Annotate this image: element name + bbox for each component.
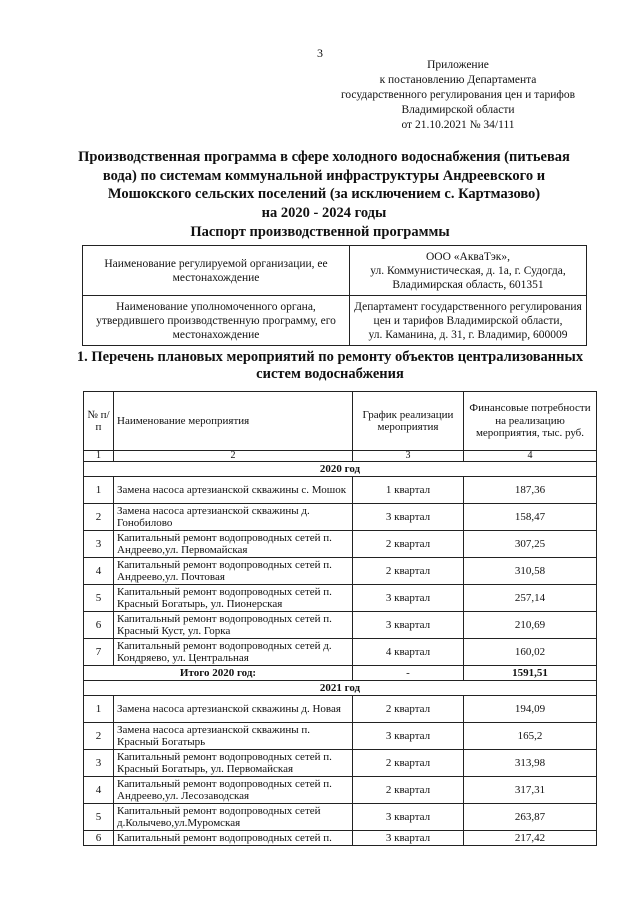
table-row [84,639,597,666]
row-finance: 310,58 [464,558,597,585]
row-name: Капитальный ремонт водопроводных сетей п. Красный Богатырь, ул. Пионерская [114,585,353,612]
year-row [84,681,597,696]
row-finance: 160,02 [464,639,597,666]
row-schedule: 3 квартал [353,723,464,750]
title-line: вода) по системам коммунальной инфраструктуры Андреевского и [102,167,546,184]
row-finance: 317,31 [464,777,597,804]
row-finance: 217,42 [464,831,597,846]
total-row [84,666,597,681]
passport-value-line: Департамент государственного регулирования цен и тарифов Владимирской области, [354,300,582,327]
row-schedule: 2 квартал [353,696,464,723]
year-label: 2021 год [84,681,597,696]
row-no: 1 [84,696,114,723]
appendix-line: Владимирской области [401,104,515,116]
row-name: Замена насоса артезианской скважины д. Гонобилово [114,504,353,531]
table-row [84,585,597,612]
row-no: 2 [84,504,114,531]
table-row [84,723,597,750]
table-row [84,612,597,639]
appendix-line: к постановлению Департамента [379,74,537,86]
table-row [84,750,597,777]
passport-row [83,296,587,346]
header-name: Наименование мероприятия [114,392,353,451]
table-row [84,777,597,804]
row-schedule: 2 квартал [353,531,464,558]
row-name: Замена насоса артезианской скважины с. Мошок [114,477,353,504]
passport-value-line: ул. Каманина, д. 31, г. Владимир, 600009 [368,328,568,341]
table-header-row [84,392,597,451]
row-schedule: 2 квартал [353,777,464,804]
year-row [84,462,597,477]
table-row [84,831,597,846]
column-index: 2 [114,451,353,462]
passport-value-line: Владимирская область, 601351 [392,278,544,291]
appendix-block [328,58,588,133]
row-finance: 194,09 [464,696,597,723]
row-no: 4 [84,558,114,585]
row-schedule: 3 квартал [353,804,464,831]
passport-row [83,246,587,296]
passport-value-line: ООО «АкваТэк», [426,250,510,263]
header-schedule: График реализации мероприятия [353,392,464,451]
row-name: Капитальный ремонт водопроводных сетей п. Андреево,ул. Почтовая [114,558,353,585]
header-finance: Финансовые потребности на реализацию мероприятия, тыс. руб. [464,392,597,451]
table-row [84,477,597,504]
row-name: Капитальный ремонт водопроводных сетей п. Андреево,ул. Первомайская [114,531,353,558]
table-row [84,804,597,831]
row-finance: 210,69 [464,612,597,639]
table-row [84,558,597,585]
row-name: Капитальный ремонт водопроводных сетей п. Андреево,ул. Лесозаводская [114,777,353,804]
row-no: 1 [84,477,114,504]
passport-value-line: ул. Коммунистическая, д. 1а, г. Судогда, [370,264,566,277]
page-number: 3 [317,46,323,60]
row-schedule: 1 квартал [353,477,464,504]
row-no: 4 [84,777,114,804]
row-no: 5 [84,585,114,612]
row-no: 6 [84,612,114,639]
row-name: Капитальный ремонт водопроводных сетей д.Колычево,ул.Муромская [114,804,353,831]
document-title [60,148,588,222]
appendix-line: Приложение [427,59,489,71]
appendix-line: государственного регулирования цен и тарифов [340,89,576,101]
total-value: 1591,51 [464,666,597,681]
measures-table [83,391,597,846]
row-name: Капитальный ремонт водопроводных сетей п. [114,831,353,846]
total-label: Итого 2020 год: [84,666,353,681]
column-index-row [84,451,597,462]
row-finance: 257,14 [464,585,597,612]
passport-title: Паспорт производственной программы [190,224,450,240]
section-title: 1. Перечень плановых мероприятий по ремонту объектов централизованных систем водоснабжения [76,349,584,382]
row-no: 2 [84,723,114,750]
row-schedule: 3 квартал [353,585,464,612]
year-label: 2020 год [84,462,597,477]
row-schedule: 3 квартал [353,504,464,531]
row-finance: 313,98 [464,750,597,777]
row-schedule: 3 квартал [353,612,464,639]
row-schedule: 3 квартал [353,831,464,846]
row-name: Капитальный ремонт водопроводных сетей п. Красный Куст, ул. Горка [114,612,353,639]
appendix-line: от 21.10.2021 № 34/111 [401,119,515,131]
row-name: Замена насоса артезианской скважины д. Новая [114,696,353,723]
row-finance: 307,25 [464,531,597,558]
total-schedule: - [353,666,464,681]
passport-value [350,246,587,296]
column-index: 3 [353,451,464,462]
column-index: 1 [84,451,114,462]
passport-table [82,245,587,346]
column-index: 4 [464,451,597,462]
row-no: 7 [84,639,114,666]
row-schedule: 2 квартал [353,750,464,777]
row-name: Капитальный ремонт водопроводных сетей п. Красный Богатырь, ул. Первомайская [114,750,353,777]
title-line: Мошокского сельских поселений (за исключением с. Картмазово) [107,186,541,202]
title-line: на 2020 - 2024 годы [261,204,387,221]
row-schedule: 4 квартал [353,639,464,666]
row-finance: 165,2 [464,723,597,750]
table-row [84,504,597,531]
passport-value [350,296,587,346]
row-no: 3 [84,531,114,558]
row-finance: 187,36 [464,477,597,504]
title-line: Производственная программа в сфере холодного водоснабжения (питьевая [78,149,570,165]
passport-label: Наименование уполномоченного органа, утвердившего производственную программу, его местонахождение [83,296,350,346]
passport-label: Наименование регулируемой организации, ее местонахождение [83,246,350,296]
row-finance: 263,87 [464,804,597,831]
table-row [84,696,597,723]
row-no: 6 [84,831,114,846]
row-no: 5 [84,804,114,831]
row-finance: 158,47 [464,504,597,531]
row-schedule: 2 квартал [353,558,464,585]
row-name: Замена насоса артезианской скважины п. Красный Богатырь [114,723,353,750]
table-row [84,531,597,558]
row-name: Капитальный ремонт водопроводных сетей д. Кондряево, ул. Центральная [114,639,353,666]
row-no: 3 [84,750,114,777]
header-no: № п/п [84,392,114,451]
